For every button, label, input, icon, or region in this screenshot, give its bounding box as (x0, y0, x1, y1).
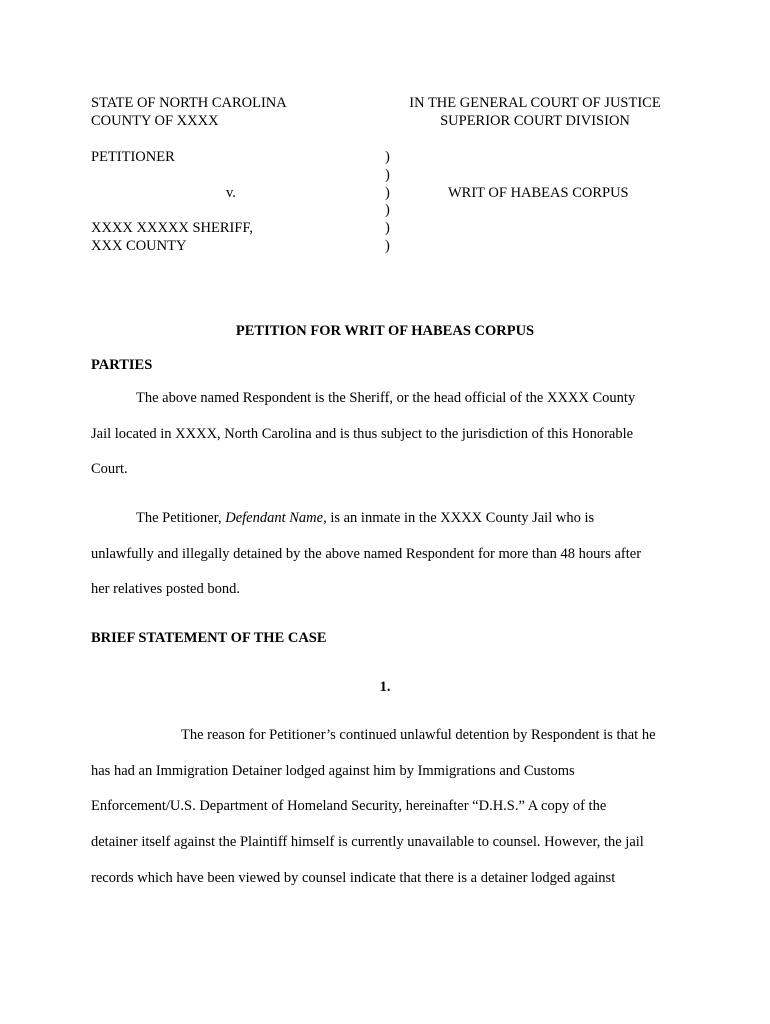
caption-paren: ) (385, 149, 390, 165)
statement-line: Enforcement/U.S. Department of Homeland Security, hereinafter “D.H.S.” A copy of the (91, 798, 607, 814)
statement-line: records which have been viewed by counsel indicate that there is a detainer lodged against (91, 870, 616, 886)
caption-respondent-line2: XXX COUNTY (91, 238, 187, 254)
parties-p1-line: Court. (91, 461, 128, 477)
defendant-name-placeholder: Defendant Name (225, 510, 324, 526)
caption-respondent-line1: XXXX XXXXX SHERIFF, (91, 220, 253, 236)
caption-paren: ) (385, 185, 390, 201)
caption-paren: ) (385, 220, 390, 236)
statement-line: detainer itself against the Plaintiff himself is currently unavailable to counsel. However, the jail (91, 834, 644, 850)
caption-division: SUPERIOR COURT DIVISION (440, 113, 630, 129)
statement-line: The reason for Petitioner’s continued unlawful detention by Respondent is that he (181, 727, 656, 743)
caption-petitioner: PETITIONER (91, 149, 175, 165)
parties-heading: PARTIES (91, 357, 153, 373)
caption-county: COUNTY OF XXXX (91, 113, 219, 129)
caption-document-type: WRIT OF HABEAS CORPUS (448, 185, 629, 201)
document-title: PETITION FOR WRIT OF HABEAS CORPUS (235, 323, 535, 339)
caption-state: STATE OF NORTH CAROLINA (91, 95, 287, 111)
caption-court: IN THE GENERAL COURT OF JUSTICE (409, 95, 661, 111)
caption-paren: ) (385, 167, 390, 183)
statement-heading: BRIEF STATEMENT OF THE CASE (91, 630, 327, 646)
parties-p2-text: , is an inmate in the XXXX County Jail who is (323, 510, 595, 526)
parties-p1-line: The above named Respondent is the Sheriff, or the head official of the XXXX County (136, 390, 636, 406)
parties-p2-text: The Petitioner, (136, 510, 226, 526)
statement-number: 1. (379, 679, 391, 695)
parties-p2-line (136, 509, 594, 527)
caption-paren: ) (385, 202, 390, 218)
parties-p2-line: her relatives posted bond. (91, 581, 240, 597)
statement-line: has had an Immigration Detainer lodged against him by Immigrations and Customs (91, 763, 575, 779)
caption-paren: ) (385, 238, 390, 254)
parties-p2-line: unlawfully and illegally detained by the above named Respondent for more than 48 hours after (91, 546, 642, 562)
caption-versus: v. (226, 185, 236, 201)
parties-p1-line: Jail located in XXXX, North Carolina and is thus subject to the jurisdiction of this Honorable (91, 426, 634, 442)
